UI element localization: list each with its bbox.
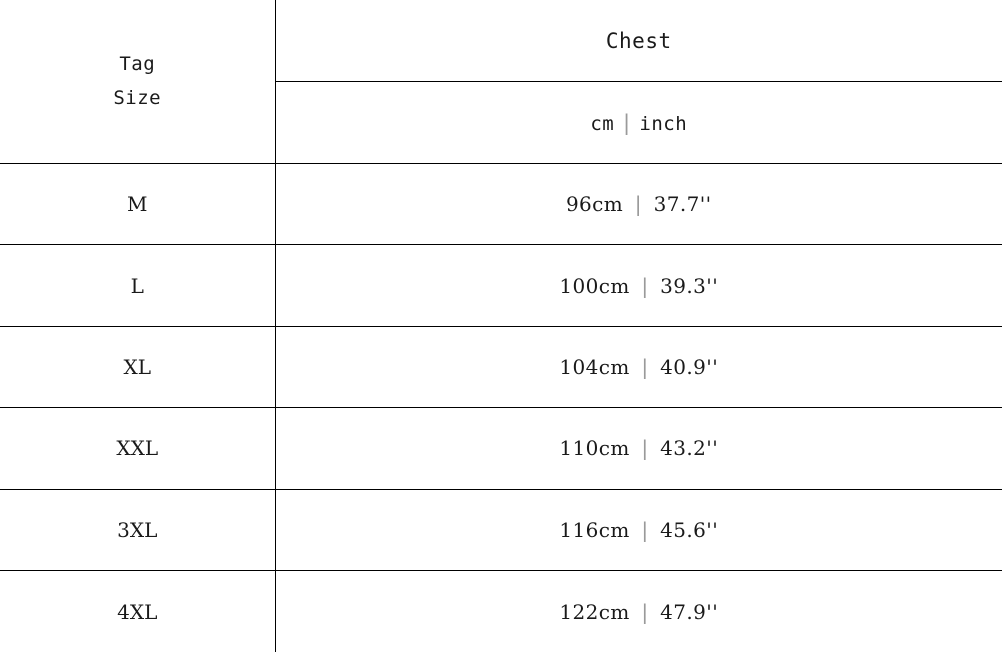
unit-inch-label: inch bbox=[639, 112, 688, 135]
tag-size-header bbox=[0, 0, 275, 164]
chest-header: Chest bbox=[275, 0, 1002, 82]
row-chest-cm: 110cm bbox=[559, 436, 630, 461]
table-row bbox=[0, 164, 1002, 245]
row-chest-inch: 37.7'' bbox=[653, 192, 712, 217]
row-size-label: 4XL bbox=[0, 571, 275, 652]
row-chest-inch: 47.9'' bbox=[660, 599, 719, 624]
table-row bbox=[0, 489, 1002, 570]
row-chest-value bbox=[275, 571, 1002, 652]
row-chest-cm: 100cm bbox=[559, 273, 630, 298]
table-row bbox=[0, 408, 1002, 489]
row-chest-cm: 104cm bbox=[559, 355, 630, 380]
row-chest-value bbox=[275, 164, 1002, 245]
table-header-row-primary bbox=[0, 0, 1002, 82]
row-separator: | bbox=[638, 436, 652, 461]
row-chest-cm: 122cm bbox=[559, 599, 630, 624]
size-chart-body bbox=[0, 164, 1002, 652]
row-chest-value bbox=[275, 489, 1002, 570]
unit-separator: | bbox=[620, 110, 634, 135]
table-row bbox=[0, 326, 1002, 407]
tag-size-header-line1: Tag bbox=[119, 53, 156, 76]
row-chest-value bbox=[275, 408, 1002, 489]
row-separator: | bbox=[632, 192, 645, 217]
chest-unit-header bbox=[275, 82, 1002, 164]
row-chest-cm: 116cm bbox=[559, 517, 630, 542]
row-size-label: XXL bbox=[0, 408, 275, 489]
table-row bbox=[0, 571, 1002, 652]
row-chest-value bbox=[275, 326, 1002, 407]
row-chest-cm: 96cm bbox=[565, 192, 624, 217]
row-size-label: 3XL bbox=[0, 489, 275, 570]
row-separator: | bbox=[638, 599, 652, 624]
unit-cm-label: cm bbox=[590, 112, 615, 135]
row-chest-inch: 43.2'' bbox=[660, 436, 719, 461]
table-row bbox=[0, 245, 1002, 326]
row-chest-value bbox=[275, 245, 1002, 326]
row-separator: | bbox=[638, 355, 652, 380]
row-size-label: L bbox=[0, 245, 275, 326]
row-chest-inch: 40.9'' bbox=[660, 355, 719, 380]
row-chest-inch: 45.6'' bbox=[660, 517, 719, 542]
row-size-label: XL bbox=[0, 326, 275, 407]
row-chest-inch: 39.3'' bbox=[660, 273, 719, 298]
row-separator: | bbox=[638, 273, 652, 298]
row-separator: | bbox=[638, 517, 652, 542]
row-size-label: M bbox=[0, 164, 275, 245]
tag-size-header-line2: Size bbox=[113, 86, 162, 109]
